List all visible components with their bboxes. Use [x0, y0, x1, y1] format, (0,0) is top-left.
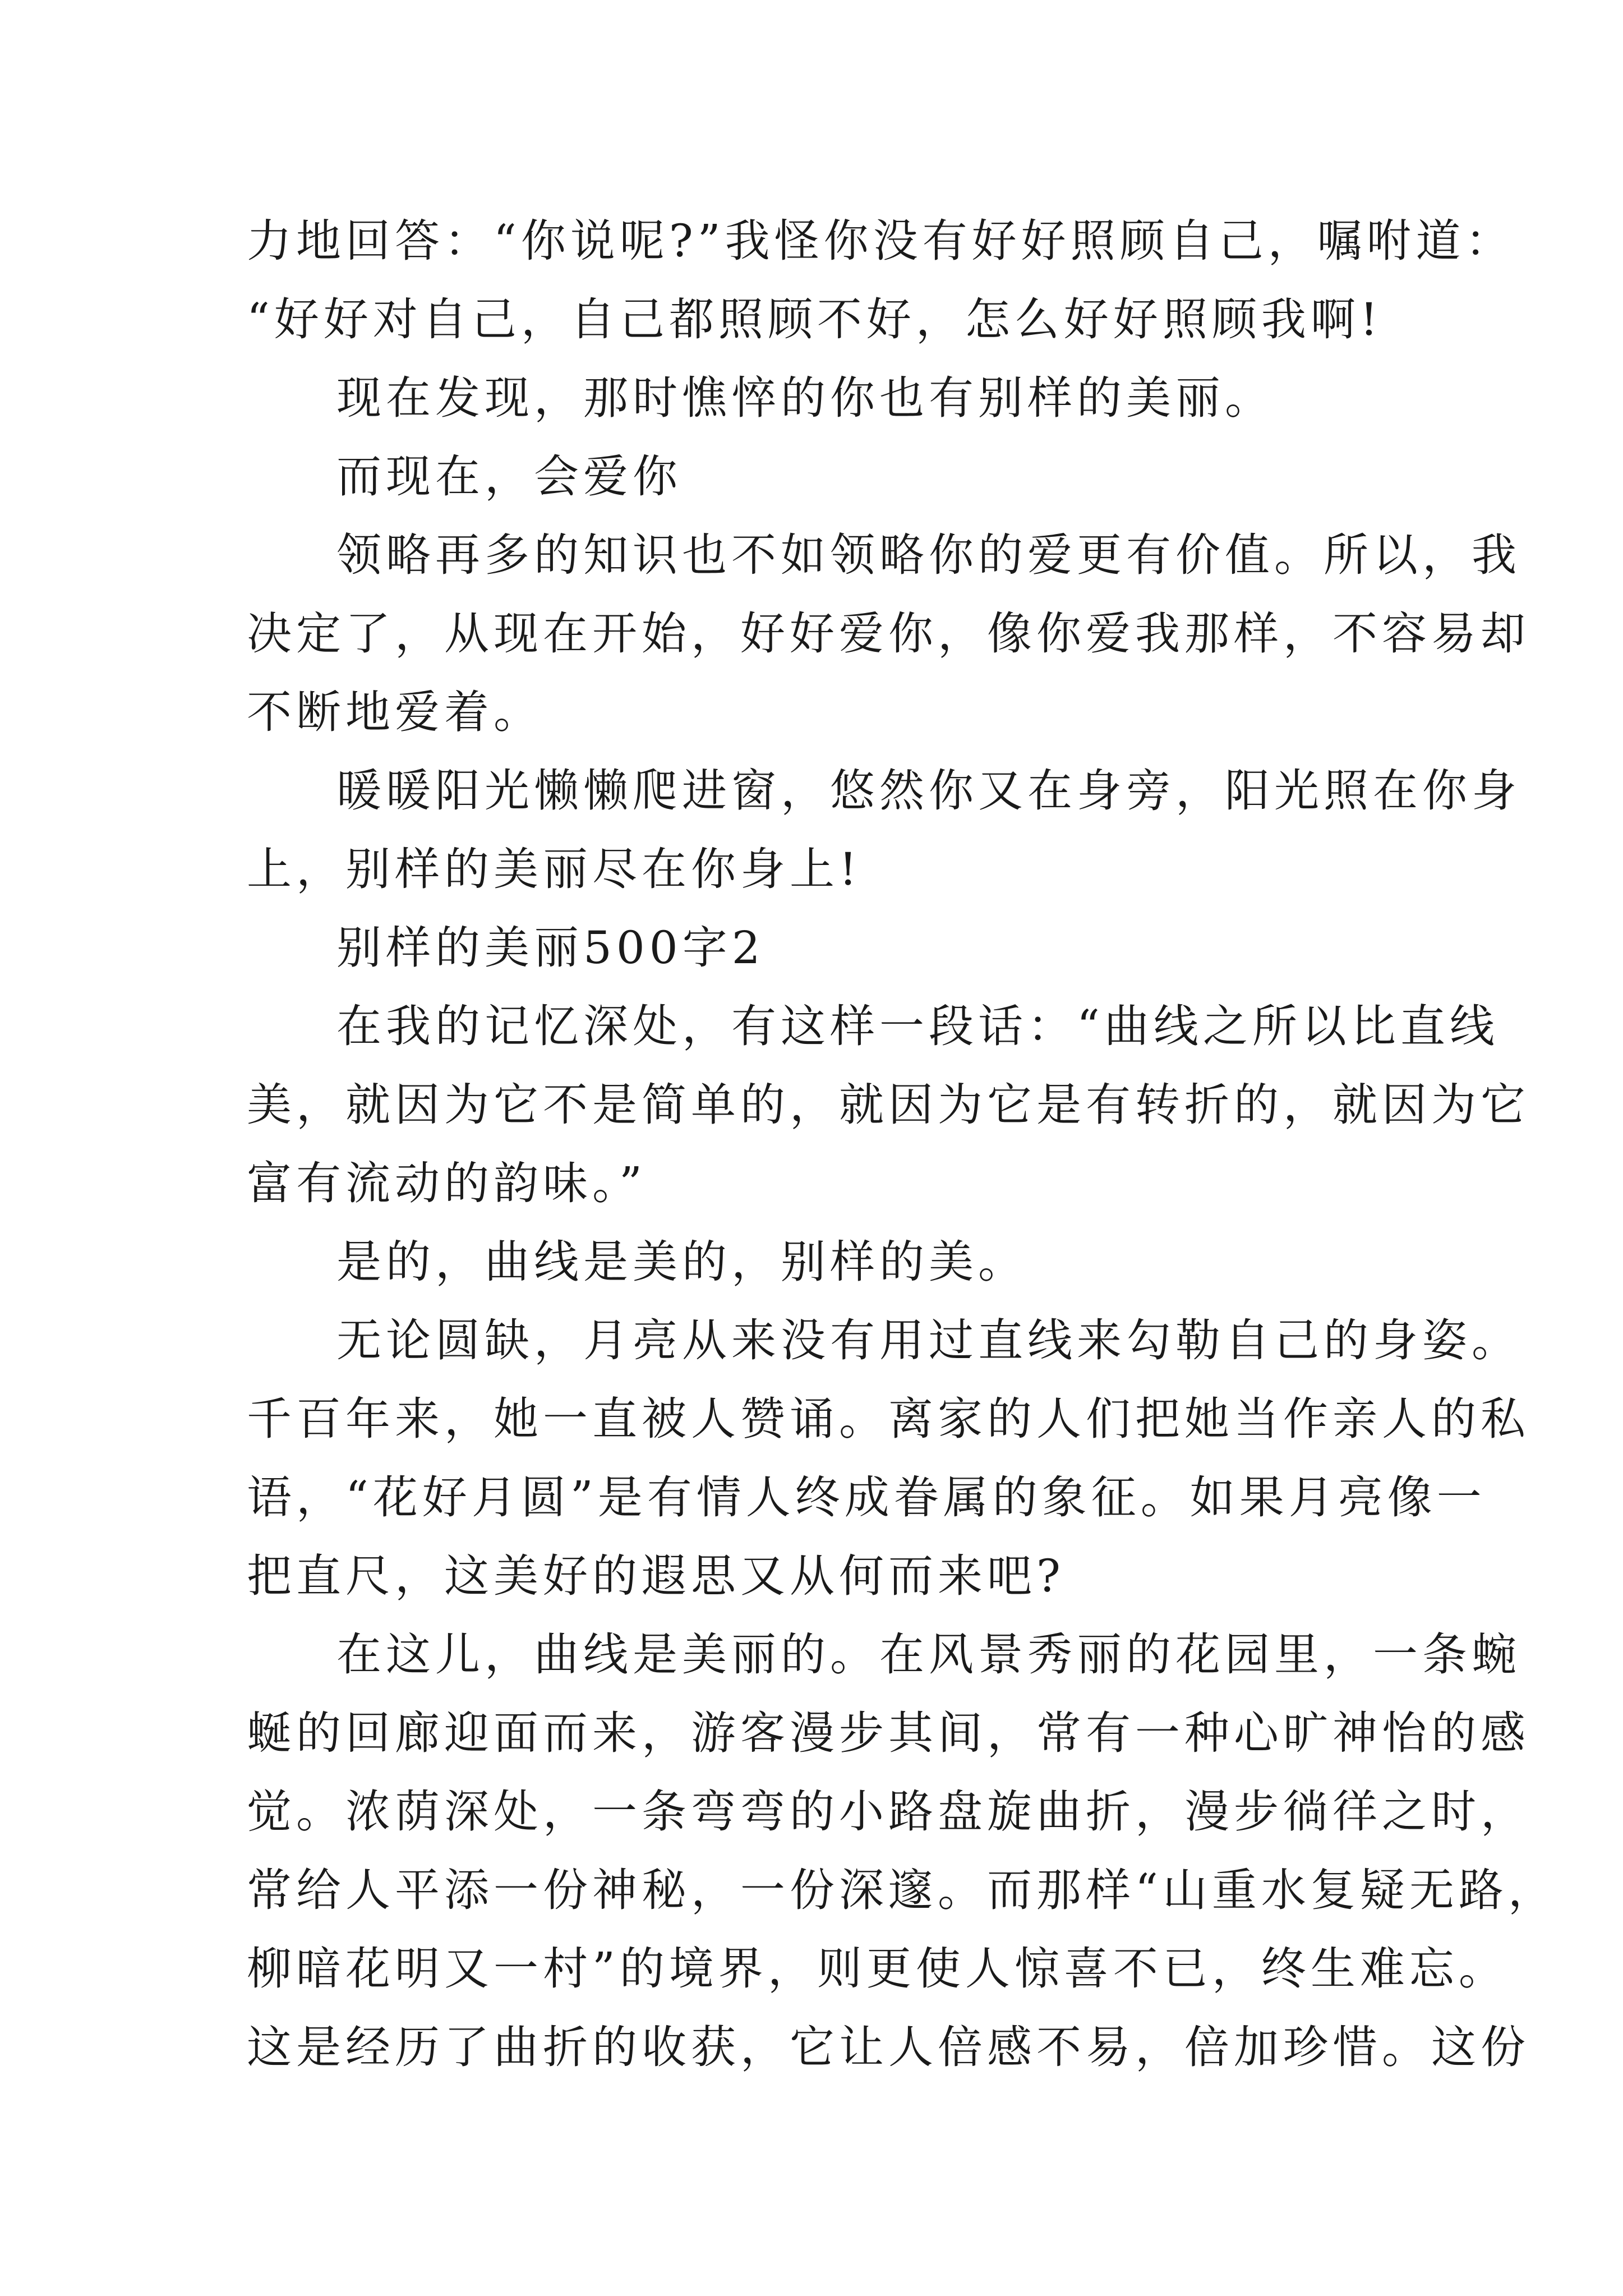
text-line: “好好对自己，自己都照顾不好，怎么好好照顾我啊! — [247, 293, 1383, 346]
text-line: 这是经历了曲折的收获，它让人倍感不易，倍加珍惜。这份 — [247, 2021, 1530, 2073]
text-line: 柳暗花明又一村”的境界，则更使人惊喜不已，终生难忘。 — [247, 1943, 1508, 1995]
text-line: 在我的记忆深处，有这样一段话：“曲线之所以比直线 — [336, 1000, 1499, 1052]
text-line: 无论圆缺，月亮从来没有用过直线来勾勒自己的身姿。 — [336, 1314, 1521, 1366]
text-line: 现在发现，那时憔悴的你也有别样的美丽。 — [336, 372, 1274, 424]
text-line: 不断地爱着。 — [247, 686, 543, 738]
text-line: 富有流动的韵味。” — [247, 1157, 647, 1209]
text-line: 是的，曲线是美的，别样的美。 — [336, 1236, 1027, 1288]
text-line: 而现在，会爱你 — [336, 450, 682, 503]
text-line: 语，“花好月圆”是有情人终成眷属的象征。如果月亮像一 — [247, 1471, 1486, 1524]
text-line: 上，别样的美丽尽在你身上! — [247, 843, 862, 895]
text-line: 暖暖阳光懒懒爬进窗，悠然你又在身旁，阳光照在你身 — [336, 765, 1521, 817]
text-line: 决定了，从现在开始，好好爱你，像你爱我那样，不容易却 — [247, 608, 1530, 660]
text-line: 千百年来，她一直被人赞诵。离家的人们把她当作亲人的私 — [247, 1393, 1530, 1445]
section-heading: 别样的美丽500字2 — [336, 922, 765, 974]
text-line: 领略再多的知识也不如领略你的爱更有价值。所以，我 — [336, 529, 1521, 581]
text-line: 力地回答：“你说呢?”我怪你没有好好照顾自己，嘱咐道： — [247, 215, 1515, 267]
text-line: 在这儿，曲线是美丽的。在风景秀丽的花园里，一条蜿 — [336, 1628, 1521, 1681]
text-line: 觉。浓荫深处，一条弯弯的小路盘旋曲折，漫步徜徉之时， — [247, 1786, 1530, 1838]
text-line: 常给人平添一份神秘，一份深邃。而那样“山重水复疑无路， — [247, 1864, 1557, 1916]
text-line: 蜒的回廊迎面而来，游客漫步其间，常有一种心旷神怡的感 — [247, 1707, 1530, 1759]
text-line: 把直尺，这美好的遐思又从何而来吧? — [247, 1550, 1065, 1602]
text-line: 美，就因为它不是简单的，就因为它是有转折的，就因为它 — [247, 1079, 1530, 1131]
